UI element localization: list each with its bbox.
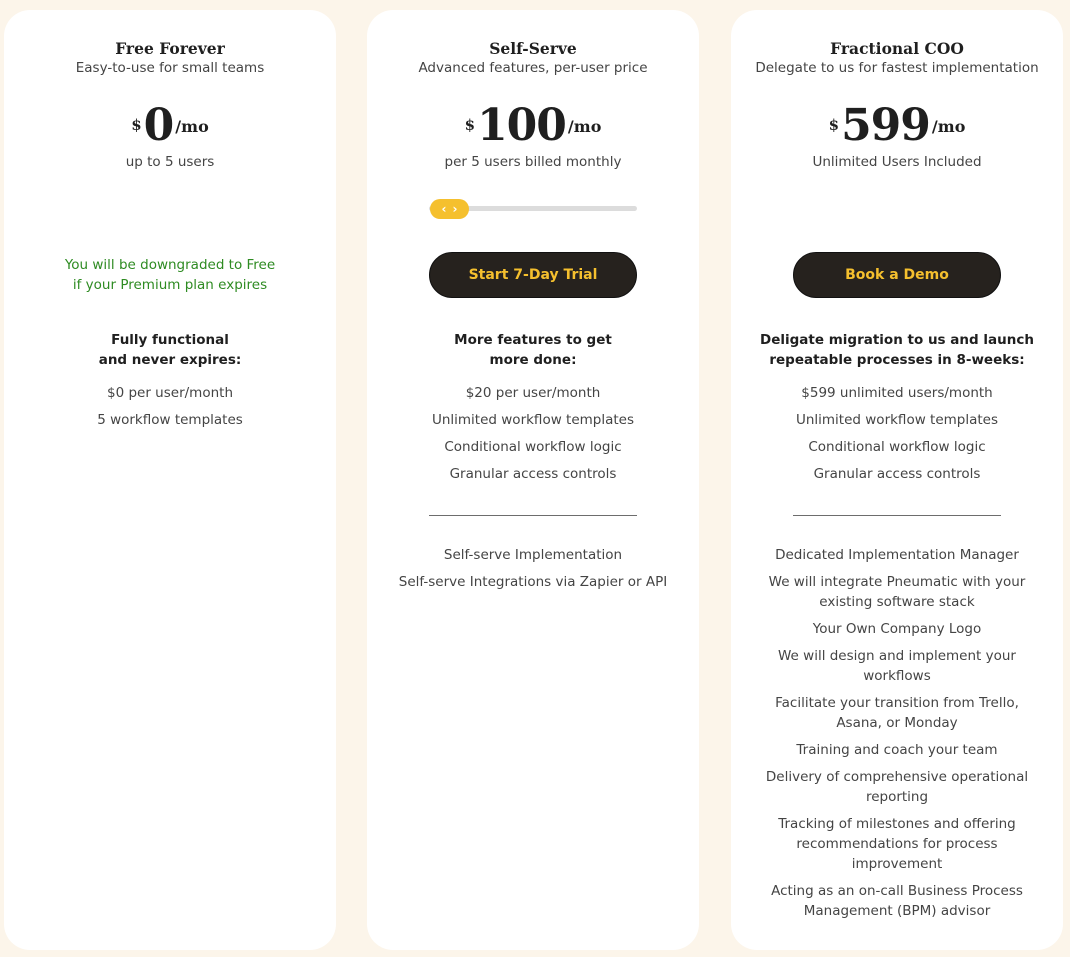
feature-list [24,383,316,437]
heading-line: More features to get [454,332,612,348]
heading-line: Deligate migration to us and launch [760,332,1034,348]
plan-subtitle: Easy-to-use for small teams [75,60,265,76]
plan-card-self-serve [367,10,699,950]
plan-price [4,98,336,151]
feature-item: Granular access controls [449,466,617,482]
plan-card-fractional-coo [731,10,1063,950]
extra-line: Tracking of milestones and offering [778,816,1016,832]
extra-item [755,693,1039,733]
plan-subtitle: Advanced features, per-user price [418,60,648,76]
notice-line: You will be downgraded to Free [64,257,276,273]
extra-line: We will design and implement your [778,648,1016,664]
price-amount: 599 [841,100,930,151]
extra-line: improvement [851,856,943,872]
extra-item: Self-serve Integrations via Zapier or API [398,574,668,590]
price-currency: $ [828,116,840,134]
feature-item: Conditional workflow logic [444,439,622,455]
feature-item: Conditional workflow logic [808,439,986,455]
features-heading [751,330,1043,370]
feature-item: Unlimited workflow templates [431,412,635,428]
extras-list [755,545,1039,928]
extra-item [755,572,1039,612]
plan-title: Free Forever [115,39,225,58]
feature-item: $0 per user/month [107,385,233,401]
extra-line: Facilitate your transition from Trello, [775,695,1019,711]
slider-thumb[interactable] [430,199,469,219]
notice-line: if your Premium plan expires [72,277,268,293]
plan-price [731,98,1063,151]
downgrade-notice [44,255,296,295]
heading-line: repeatable processes in 8-weeks: [769,352,1025,368]
plan-title: Fractional COO [830,39,964,58]
extra-item [755,767,1039,807]
extra-item [755,646,1039,686]
price-note: Unlimited Users Included [812,154,982,170]
plan-subtitle: Delegate to us for fastest implementation [755,60,1039,76]
price-period: /mo [175,117,209,136]
extra-line: Delivery of comprehensive operational [765,769,1029,785]
price-period: /mo [567,117,602,136]
extra-line: reporting [865,789,929,805]
feature-list [387,383,679,491]
price-note: up to 5 users [125,154,215,170]
extras-list [391,545,675,599]
features-heading [387,330,679,370]
feature-item: $20 per user/month [465,385,601,401]
chevron-left-icon: ‹ [441,202,447,216]
feature-item: 5 workflow templates [97,412,243,428]
extra-item [755,814,1039,874]
extra-line: workflows [863,668,931,684]
price-note: per 5 users billed monthly [444,154,622,170]
extra-line: Acting as an on-call Business Process [771,883,1023,899]
start-trial-button[interactable]: Start 7-Day Trial [429,252,637,298]
feature-item: Unlimited workflow templates [795,412,999,428]
extra-line: Asana, or Monday [836,715,958,731]
extra-item: Self-serve Implementation [443,547,623,563]
heading-line: Fully functional [111,332,229,348]
extra-line: recommendations for process [796,836,998,852]
price-amount: 100 [477,100,566,151]
heading-line: and never expires: [98,352,242,368]
extra-line: Your Own Company Logo [812,621,982,637]
features-heading [24,330,316,370]
feature-item: $599 unlimited users/month [801,385,993,401]
book-demo-button[interactable]: Book a Demo [793,252,1001,298]
price-currency: $ [131,116,142,134]
extra-item [755,881,1039,921]
price-period: /mo [931,117,966,136]
divider [793,515,1001,516]
extra-line: Dedicated Implementation Manager [775,547,1019,563]
extra-line: Management (BPM) advisor [803,903,991,919]
heading-line: more done: [489,352,577,368]
plan-card-free [4,10,336,950]
extra-line: We will integrate Pneumatic with your [768,574,1026,590]
extra-item [755,619,1039,639]
feature-item: Granular access controls [813,466,981,482]
price-amount: 0 [143,100,174,151]
extra-item [755,545,1039,565]
plan-title: Self-Serve [489,39,577,58]
users-slider[interactable] [429,199,637,219]
extra-line: existing software stack [819,594,975,610]
price-currency: $ [464,116,476,134]
plan-price [367,98,699,151]
divider [429,515,637,516]
extra-line: Training and coach your team [796,742,998,758]
feature-list [751,383,1043,491]
extra-item [755,740,1039,760]
chevron-right-icon: › [452,202,458,216]
